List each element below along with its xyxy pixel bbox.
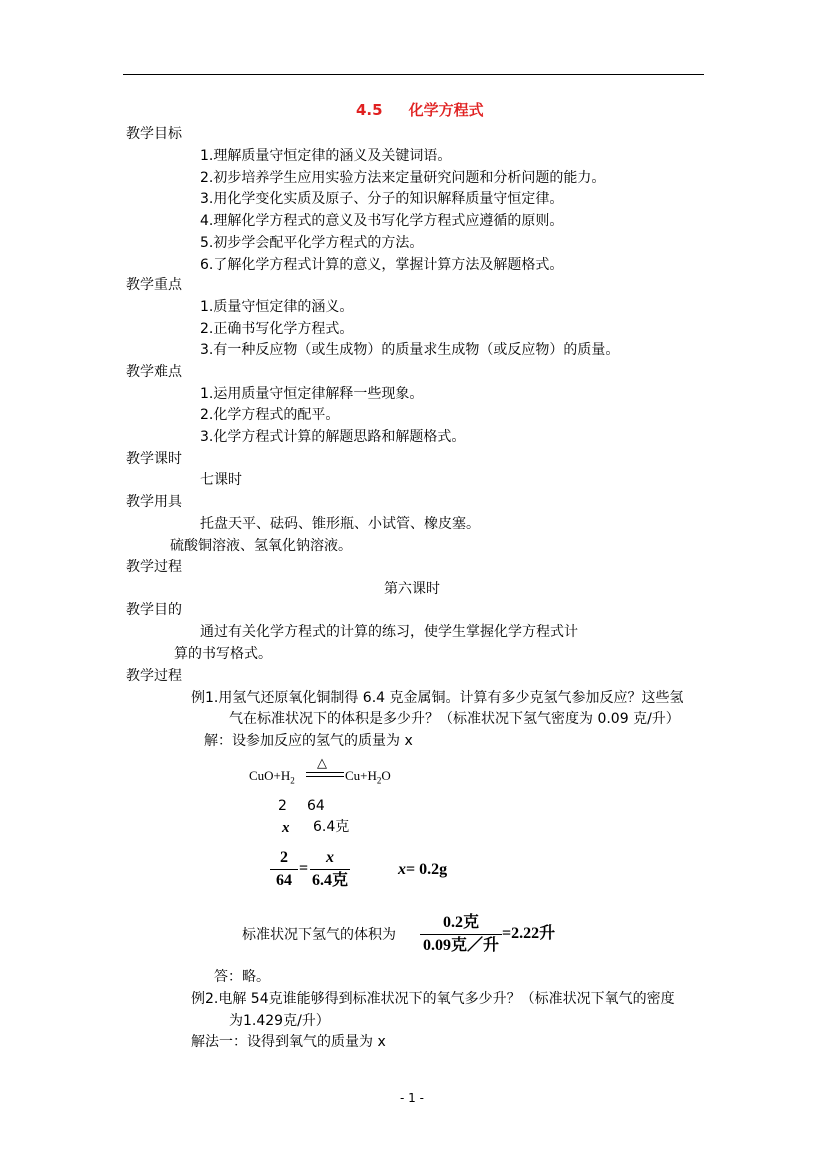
goal-item: 1.理解质量守恒定律的涵义及关键词语。 (200, 148, 452, 164)
example2-solution-intro: 解法一：设得到氧气的质量为 x (191, 1034, 386, 1050)
example1-question: 例1.用氢气还原氧化铜制得 6.4 克金属铜。计算有多少克氢气参加反应？这些氢 (191, 690, 684, 706)
example1-answer: 答：略。 (214, 969, 270, 985)
title-text: 化学方程式 (408, 101, 484, 119)
section-label-goals: 教学目标 (126, 126, 182, 142)
difficult-item: 2.化学方程式的配平。 (200, 407, 340, 423)
lesson-title: 第六课时 (384, 581, 440, 597)
goal-item: 4.理解化学方程式的意义及书写化学方程式应遵循的原则。 (200, 213, 564, 229)
page-title (356, 101, 484, 119)
section-label-key: 教学重点 (126, 277, 182, 293)
hours-value: 七课时 (200, 472, 242, 488)
ratio-value: 2 (278, 798, 287, 814)
volume-fraction: 0.2克 0.09克／升 (420, 914, 502, 955)
goal-item: 6.了解化学方程式计算的意义，掌握计算方法及解题格式。 (200, 257, 564, 273)
ratio-variable: x (282, 820, 290, 836)
section-label-hours: 教学课时 (126, 451, 182, 467)
tools-line: 托盘天平、砝码、锥形瓶、小试管、橡皮塞。 (200, 516, 480, 532)
header-rule (123, 74, 704, 75)
section-label-process-2: 教学过程 (126, 668, 182, 684)
key-item: 3.有一种反应物（或生成物）的质量求生成物（或反应物）的质量。 (200, 342, 620, 358)
ratio-mass: 6.4克 (313, 819, 350, 835)
fraction-2: x 6.4克 (311, 849, 348, 889)
example1-question: 气在标准状况下的体积是多少升？（标准状况下氢气密度为 0.09 克/升） (229, 711, 680, 727)
result: x= 0.2g (398, 861, 448, 878)
tools-line: 硫酸铜溶液、氢氧化钠溶液。 (170, 538, 352, 554)
goal-item: 3.用化学变化实质及原子、分子的知识解释质量守恒定律。 (200, 191, 564, 207)
equals-sign: = (299, 860, 309, 877)
volume-text: 标准状况下氢气的体积为 (242, 927, 396, 943)
chemical-equation-left: $CuO+H_2$ (249, 768, 295, 786)
title-number: 4.5 (356, 101, 383, 119)
goal-item: 5.初步学会配平化学方程式的方法。 (200, 235, 424, 251)
ratio-value: 64 (307, 798, 325, 814)
aim-line: 通过有关化学方程式的计算的练习，使学生掌握化学方程式计 (200, 624, 578, 640)
difficult-item: 3.化学方程式计算的解题思路和解题格式。 (200, 429, 466, 445)
example2-question: 例2.电解 54克谁能够得到标准状况下的氧气多少升？（标准状况下氧气的密度 (191, 991, 675, 1007)
volume-result: =2.22升 (502, 925, 556, 942)
key-item: 2.正确书写化学方程式。 (200, 321, 354, 337)
section-label-aim: 教学目的 (126, 602, 182, 618)
example2-question: 为1.429克/升） (229, 1013, 330, 1029)
chemical-equation-right: $Cu+H_2O$ (345, 768, 391, 786)
difficult-item: 1.运用质量守恒定律解释一些现象。 (200, 386, 424, 402)
delta-symbol: △ (317, 756, 327, 771)
section-label-difficult: 教学难点 (126, 364, 182, 380)
example1-solution-intro: 解：设参加反应的氢气的质量为 x (204, 733, 413, 749)
reaction-bar (306, 772, 344, 777)
goal-item: 2.初步培养学生应用实验方法来定量研究问题和分析问题的能力。 (200, 170, 606, 186)
aim-line: 算的书写格式。 (174, 646, 272, 662)
page-number: - 1 - (400, 1091, 424, 1105)
key-item: 1.质量守恒定律的涵义。 (200, 299, 354, 315)
section-label-process: 教学过程 (126, 559, 182, 575)
section-label-tools: 教学用具 (126, 494, 182, 510)
fraction-1: 2 64 (270, 849, 298, 890)
